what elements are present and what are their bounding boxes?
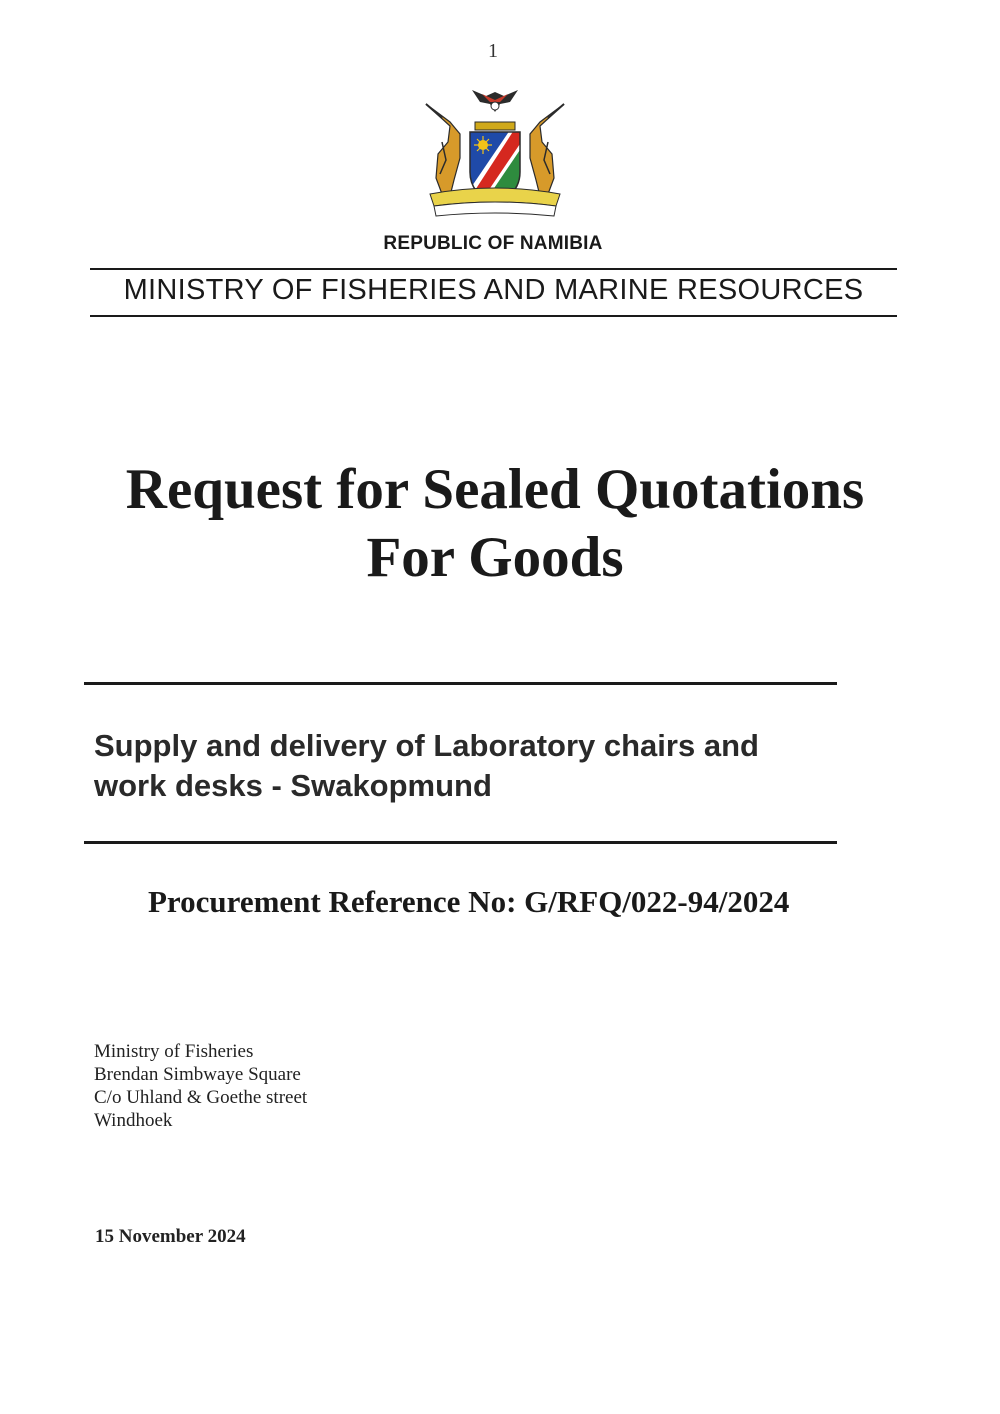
address-line: Windhoek	[94, 1110, 173, 1131]
namibia-coat-of-arms-icon	[420, 82, 570, 224]
subject-divider-bottom	[84, 841, 837, 844]
ministry-heading: MINISTRY OF FISHERIES AND MARINE RESOURCES	[123, 274, 864, 306]
procurement-subject-line2: work desks - Swakopmund	[94, 768, 492, 803]
document-date: 15 November 2024	[95, 1226, 246, 1247]
procurement-subject	[94, 726, 854, 806]
ministry-address	[94, 1040, 494, 1132]
procurement-reference: Procurement Reference No: G/RFQ/022-94/2024	[148, 884, 790, 919]
header-divider-top	[90, 268, 897, 270]
subject-divider-top	[84, 682, 837, 685]
procurement-subject-line1: Supply and delivery of Laboratory chairs and	[94, 728, 759, 763]
document-title-line1: Request for Sealed Quotations	[125, 458, 865, 521]
republic-heading: REPUBLIC OF NAMIBIA	[383, 233, 603, 254]
header-divider-bottom	[90, 315, 897, 317]
address-line: C/o Uhland & Goethe street	[94, 1087, 308, 1108]
address-line: Brendan Simbwaye Square	[94, 1064, 301, 1085]
document-title-line2: For Goods	[366, 526, 624, 589]
document-title	[60, 456, 930, 592]
address-line: Ministry of Fisheries	[94, 1041, 254, 1062]
page-number: 1	[488, 40, 498, 62]
